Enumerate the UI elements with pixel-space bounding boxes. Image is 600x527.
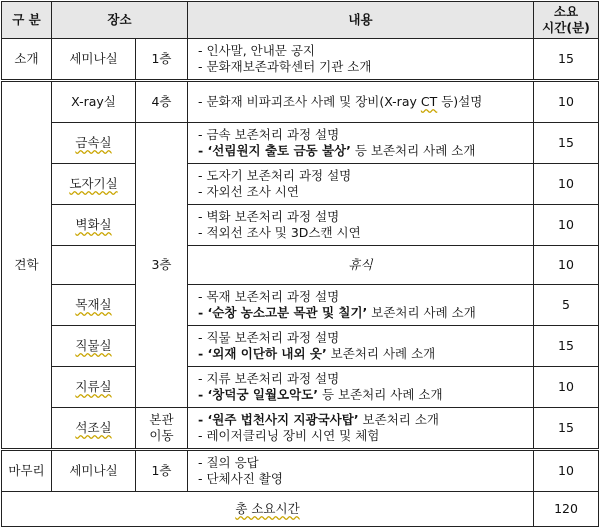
content-ceramic-line2: - 자외선 조사 시연 bbox=[198, 184, 299, 199]
header-time-line2: 시간(분) bbox=[542, 20, 590, 35]
row-intro bbox=[2, 39, 599, 81]
content-paper bbox=[188, 367, 534, 408]
place-stone bbox=[52, 408, 136, 450]
content-metal-line1: - 금속 보존처리 과정 설명 bbox=[198, 127, 340, 142]
header-category: 구 분 bbox=[2, 2, 52, 39]
content-mural-line2: - 적외선 조사 및 3D스캔 시연 bbox=[198, 225, 361, 240]
row-wood bbox=[2, 285, 599, 326]
floor-3: 3층 bbox=[136, 123, 188, 408]
row-paper bbox=[2, 367, 599, 408]
content-ceramic bbox=[188, 164, 534, 205]
content-textile-line2 bbox=[198, 346, 533, 362]
content-break bbox=[188, 246, 534, 285]
content-mural-line1: - 벽화 보존처리 과정 설명 bbox=[198, 209, 340, 224]
category-tour: 견학 bbox=[2, 81, 52, 450]
place-break bbox=[52, 246, 136, 285]
time-closing: 10 bbox=[534, 450, 599, 492]
content-textile-bold: - ‘외재 이단하 내외 옷’ bbox=[198, 346, 327, 361]
content-closing-line1: - 질의 응답 bbox=[198, 455, 259, 470]
place-metal bbox=[52, 123, 136, 164]
schedule-table bbox=[1, 1, 599, 527]
place-ceramic bbox=[52, 164, 136, 205]
content-xray bbox=[188, 81, 534, 123]
content-wood-rest: 보존처리 사례 소개 bbox=[367, 305, 476, 320]
place-paper-text: 지류실 bbox=[75, 379, 112, 394]
floor-annex bbox=[136, 408, 188, 450]
floor-closing: 1층 bbox=[136, 450, 188, 492]
content-stone bbox=[188, 408, 534, 450]
content-intro-line2: - 문화재보존과학센터 기관 소개 bbox=[198, 59, 372, 74]
place-textile bbox=[52, 326, 136, 367]
content-paper-line2 bbox=[198, 387, 533, 403]
time-metal: 15 bbox=[534, 123, 599, 164]
time-xray: 10 bbox=[534, 81, 599, 123]
content-paper-rest: 등 보존처리 사례 소개 bbox=[318, 387, 443, 402]
content-metal bbox=[188, 123, 534, 164]
total-time: 120 bbox=[534, 492, 599, 527]
header-content: 내용 bbox=[188, 2, 534, 39]
place-closing: 세미나실 bbox=[52, 450, 136, 492]
place-intro: 세미나실 bbox=[52, 39, 136, 81]
content-xray-line1 bbox=[198, 94, 533, 110]
total-label bbox=[2, 492, 534, 527]
header-row bbox=[2, 2, 599, 39]
content-xray-text-b: 등)설명 bbox=[437, 94, 483, 109]
time-textile: 15 bbox=[534, 326, 599, 367]
row-ceramic bbox=[2, 164, 599, 205]
place-xray: X-ray실 bbox=[52, 81, 136, 123]
content-wood-bold: - ‘순창 농소고분 목관 및 칠기’ bbox=[198, 305, 368, 320]
content-xray-ct: CT bbox=[420, 94, 438, 109]
time-wood: 5 bbox=[534, 285, 599, 326]
content-stone-line1 bbox=[198, 412, 533, 428]
row-total bbox=[2, 492, 599, 527]
content-closing bbox=[188, 450, 534, 492]
content-wood-line1: - 목재 보존처리 과정 설명 bbox=[198, 289, 340, 304]
place-paper bbox=[52, 367, 136, 408]
content-stone-rest: 보존처리 소개 bbox=[358, 412, 439, 427]
content-textile-rest: 보존처리 사례 소개 bbox=[326, 346, 436, 361]
content-textile-line1: - 직물 보존처리 과정 설명 bbox=[198, 330, 340, 345]
row-xray bbox=[2, 81, 599, 123]
header-time bbox=[534, 2, 599, 39]
row-break bbox=[2, 246, 599, 285]
content-paper-line1: - 지류 보존처리 과정 설명 bbox=[198, 371, 340, 386]
category-intro: 소개 bbox=[2, 39, 52, 81]
place-wood bbox=[52, 285, 136, 326]
place-metal-text: 금속실 bbox=[75, 135, 112, 150]
content-mural bbox=[188, 205, 534, 246]
row-mural bbox=[2, 205, 599, 246]
content-stone-line2: - 레이저클리닝 장비 시연 및 체험 bbox=[198, 428, 380, 443]
place-ceramic-text: 도자기실 bbox=[69, 176, 118, 191]
break-label: 휴식 bbox=[348, 257, 373, 272]
content-ceramic-line1: - 도자기 보존처리 과정 설명 bbox=[198, 168, 352, 183]
total-label-text: 총 소요시간 bbox=[235, 501, 300, 516]
time-stone: 15 bbox=[534, 408, 599, 450]
place-wood-text: 목재실 bbox=[75, 297, 112, 312]
place-mural-text: 벽화실 bbox=[75, 217, 112, 232]
header-place: 장소 bbox=[52, 2, 188, 39]
place-stone-text: 석조실 bbox=[75, 420, 112, 435]
content-metal-rest: 등 보존처리 사례 소개 bbox=[350, 143, 476, 158]
content-paper-bold: - ‘창덕궁 일월오악도’ bbox=[198, 387, 318, 402]
place-mural bbox=[52, 205, 136, 246]
content-metal-line2 bbox=[198, 143, 533, 159]
content-metal-bold: - ‘선림원지 출토 금동 불상’ bbox=[198, 143, 351, 158]
row-textile bbox=[2, 326, 599, 367]
time-mural: 10 bbox=[534, 205, 599, 246]
time-break: 10 bbox=[534, 246, 599, 285]
time-paper: 10 bbox=[534, 367, 599, 408]
place-textile-text: 직물실 bbox=[75, 338, 112, 353]
floor-intro: 1층 bbox=[136, 39, 188, 81]
floor-annex-line1: 본관 bbox=[149, 412, 174, 427]
floor-xray: 4층 bbox=[136, 81, 188, 123]
floor-annex-line2: 이동 bbox=[149, 428, 174, 443]
time-intro: 15 bbox=[534, 39, 599, 81]
time-ceramic: 10 bbox=[534, 164, 599, 205]
content-closing-line2: - 단체사진 촬영 bbox=[198, 471, 283, 486]
content-wood bbox=[188, 285, 534, 326]
category-closing: 마무리 bbox=[2, 450, 52, 492]
content-xray-text-a: - 문화재 비파괴조사 사례 및 장비(X-ray bbox=[198, 94, 421, 109]
row-closing bbox=[2, 450, 599, 492]
content-wood-line2 bbox=[198, 305, 533, 321]
row-metal bbox=[2, 123, 599, 164]
schedule-table-wrapper bbox=[1, 1, 599, 527]
content-intro bbox=[188, 39, 534, 81]
content-textile bbox=[188, 326, 534, 367]
row-stone bbox=[2, 408, 599, 450]
content-intro-line1: - 인사말, 안내문 공지 bbox=[198, 43, 316, 58]
content-stone-bold: - ‘원주 법천사지 지광국사탑’ bbox=[198, 412, 359, 427]
header-time-line1: 소요 bbox=[553, 4, 579, 19]
